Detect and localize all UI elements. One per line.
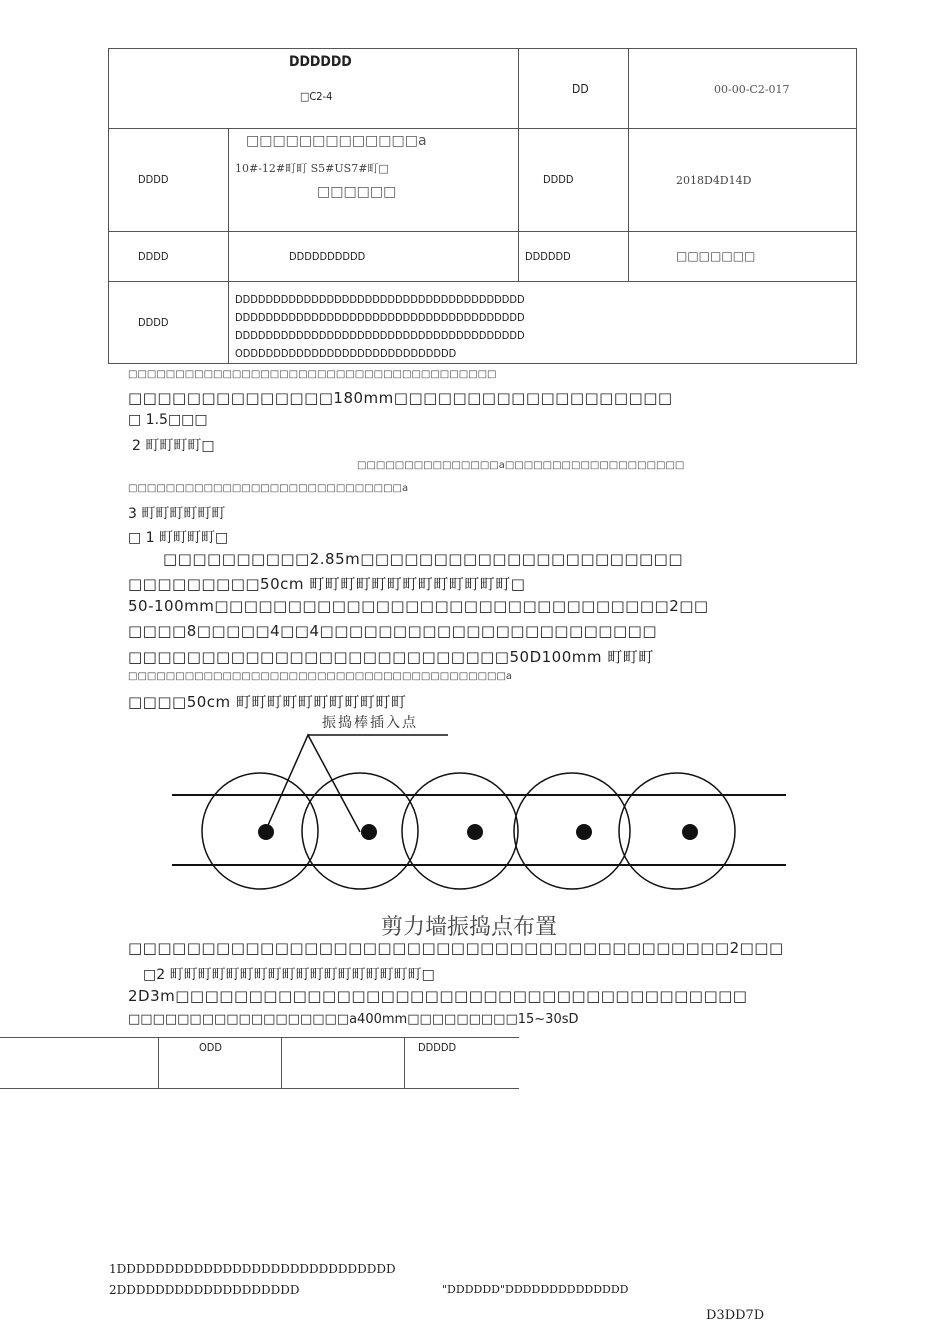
- insertion-points: [258, 824, 698, 840]
- footnote-1: 1DDDDDDDDDDDDDDDDDDDDDDDDDDDDD: [109, 1262, 396, 1276]
- row4-line: DDDDDDDDDDDDDDDDDDDDDDDDDDDDDDDDDDDDDD: [235, 293, 525, 306]
- row3-value: DDDDDDDDDD: [289, 250, 366, 263]
- row4-label: DDDD: [138, 316, 169, 329]
- body-line: 3 町町町町町町: [128, 506, 226, 522]
- body-line: 2D3m□□□□□□□□□□□□□□□□□□□□□□□□□□□□□□□□□□□□□□□: [128, 987, 748, 1005]
- body-line: □□□□□□□□□□□□□□□□□□a400mm□□□□□□□□□15~30sD: [128, 1012, 579, 1027]
- signature-col-2: ODD: [199, 1041, 223, 1054]
- row3-label2: DDDDDD: [525, 250, 571, 263]
- body-line: □□□□□□□□□□□□□□□□□□□□□□□□□□50D100mm 町町町: [128, 648, 654, 666]
- row4-line: DDDDDDDDDDDDDDDDDDDDDDDDDDDDDDDDDDDDDD: [235, 329, 525, 342]
- body-line: □□□□8□□□□□4□□4□□□□□□□□□□□□□□□□□□□□□□□: [128, 622, 657, 640]
- body-line: □□□□□□□□□□□□□□□□□□□□□□□□□□□□□a: [128, 483, 409, 494]
- date-label: DDDD: [543, 173, 574, 186]
- body-line: □ 1.5□□□: [128, 412, 208, 428]
- body-line: □□□□□□□□□50cm 町町町町町町町町町町町町町□: [128, 575, 526, 593]
- body-line: 2 町町町町□: [132, 438, 215, 454]
- body-line: □ 1 町町町町□: [128, 530, 229, 546]
- callout-label: 振捣棒插入点: [322, 715, 418, 731]
- body-line: □□□□50cm 町町町町町町町町町町町: [128, 693, 407, 711]
- body-line: □□□□□□□□□□□□□□□□□□□□□□□□□□□□□□□□□□□□□□□□a: [128, 671, 513, 682]
- project-line-1: □□□□□□□□□□□□□a: [246, 133, 427, 149]
- footnote-3: "DDDDDD"DDDDDDDDDDDDDD: [442, 1283, 629, 1296]
- body-line: □□□□□□□□□□□□□□□□□□□□□□□□□□□□□□□□□□□□□□□□□2□□□: [128, 939, 784, 957]
- signature-col-4: DDDDD: [418, 1041, 457, 1054]
- row3-label: DDDD: [138, 250, 169, 263]
- project-line-2: 10#-12#町町 S5#US7#町□: [235, 162, 389, 175]
- body-line: □□□□□□□□□□□□□□□a□□□□□□□□□□□□□□□□□□□: [357, 460, 685, 471]
- figure-caption: 剪力墙振捣点布置: [381, 915, 558, 940]
- body-line: □□□□□□□□□□□□□□180mm□□□□□□□□□□□□□□□□□□□: [128, 389, 673, 407]
- date-value: 2018D4D14D: [676, 174, 752, 187]
- document-title: DDDDDD: [289, 54, 352, 70]
- page-number: D3DD7D: [706, 1308, 765, 1323]
- body-line: □□□□□□□□□□□□□□□□□□□□□□□□□□□□□□□□□□□□□□□: [128, 369, 497, 380]
- project-label: DDDD: [138, 173, 169, 186]
- footnote-2: 2DDDDDDDDDDDDDDDDDDD: [109, 1283, 300, 1297]
- project-line-3: □□□□□□: [317, 184, 397, 200]
- body-line: 50-100mm□□□□□□□□□□□□□□□□□□□□□□□□□□□□□□□2□□: [128, 597, 709, 615]
- body-line: □2 町町町町町町町町町町町町町町町町町町□: [143, 967, 435, 983]
- body-line: □□□□□□□□□□2.85m□□□□□□□□□□□□□□□□□□□□□□: [163, 550, 684, 568]
- row4-line: DDDDDDDDDDDDDDDDDDDDDDDDDDDDDDDDDDDDDD: [235, 311, 525, 324]
- form-code: □C2-4: [300, 90, 333, 103]
- row4-line: ODDDDDDDDDDDDDDDDDDDDDDDDDDDD: [235, 347, 457, 360]
- code-value: 00-00-C2-017: [714, 83, 790, 96]
- vibration-point-diagram: [160, 705, 800, 905]
- row3-value2: □□□□□□□: [676, 249, 756, 263]
- code-label: DD: [572, 82, 589, 96]
